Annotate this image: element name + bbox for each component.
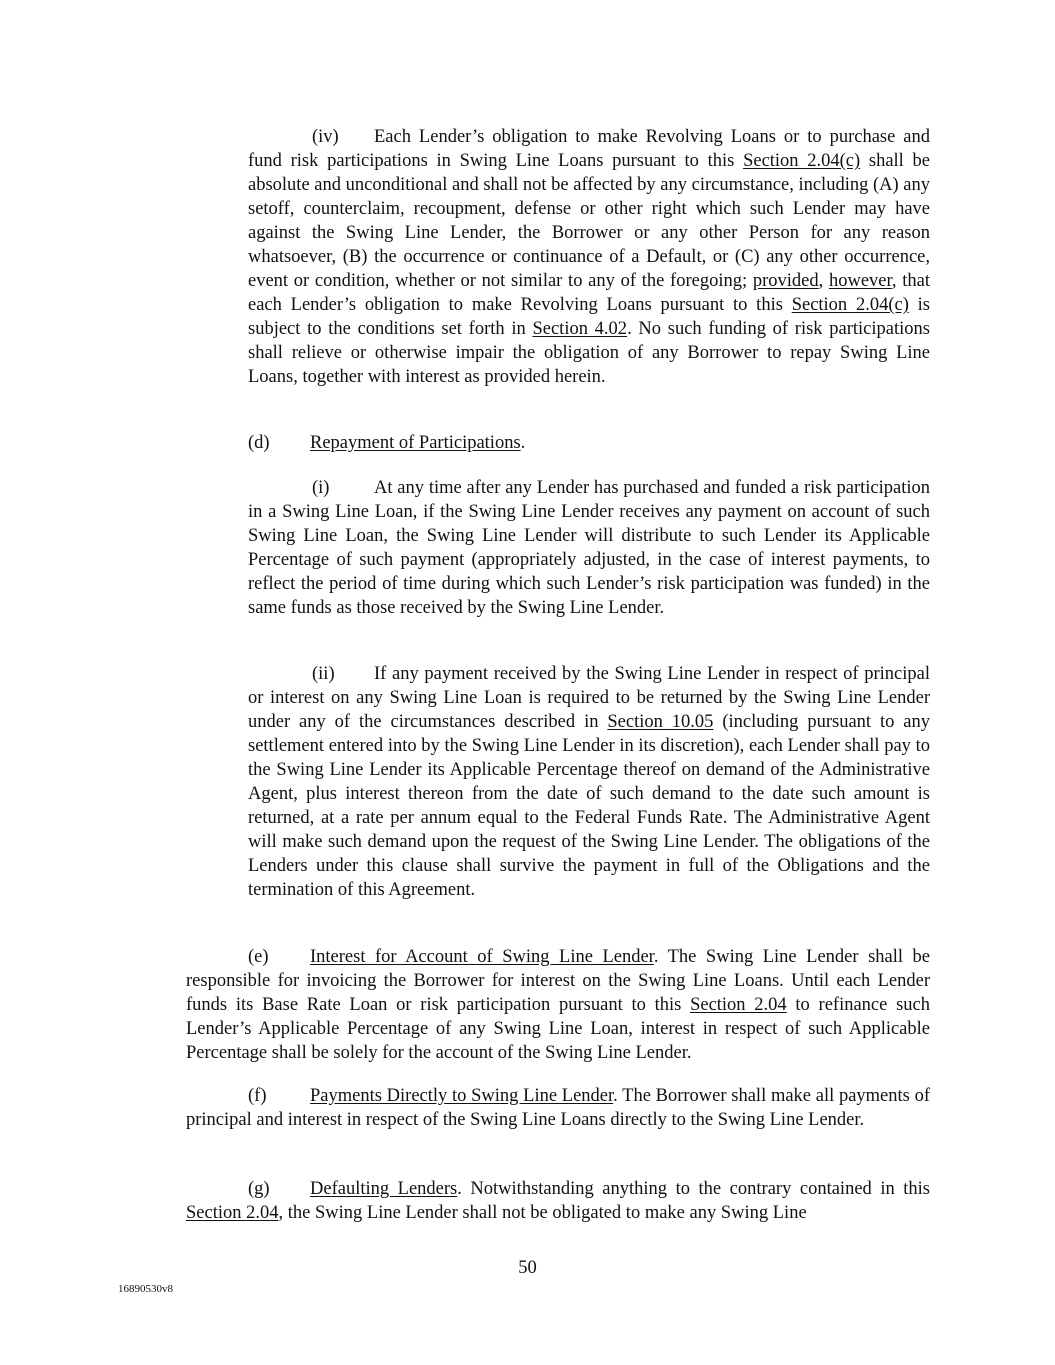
section-reference: Section 2.04 <box>690 995 787 1015</box>
section-heading: Interest for Account of Swing Line Lender <box>310 947 654 967</box>
paragraph-f: (f) Payments Directly to Swing Line Lender. The Borrower shall make all payments of principal and interest in respect of the Swing Line Loans directly to the Swing Line Lender. <box>186 1086 930 1130</box>
document-id: 16890530v8 <box>118 1283 173 1295</box>
paragraph-text: Each Lender’s obligation to make Revolving Loans or to purchase and fund risk participations in Swing Line Loans pursuant to this <box>248 127 930 171</box>
paragraph-e: (e) Interest for Account of Swing Line Lender. The Swing Line Lender shall be responsible for invoicing the Borrower for interest on the Swing Line Loans. Until each Lender funds its Base Rate Loan or risk participation pursuant to this Section 2.04 to refinance such Lender’s Applicable Percentage of any Swing Line Loan, interest in respect of such Applicable Percentage shall be solely for the account of the Swing Line Lender. <box>186 947 930 1063</box>
paragraph-g: (g) Defaulting Lenders. Notwithstanding anything to the contrary contained in this Section 2.04, the Swing Line Lender shall not be obligated to make any Swing Line <box>186 1179 930 1223</box>
section-reference: Section 2.04 <box>186 1203 279 1223</box>
paragraph-label: (d) <box>248 433 270 453</box>
section-reference: Section 10.05 <box>607 712 714 732</box>
paragraph-text: At any time after any Lender has purchased and funded a risk participation in a Swing Line Loan, if the Swing Line Lender receives any payment on account of such Swing Line Loan, the Swing Line Lender will distribute to such Lender its Applicable Percentage of such payment (appropriately adjusted, in the case of interest payments, to reflect the period of time during which such Lender’s risk participation was funded) in the same funds as those received by the Swing Line Lender. <box>248 478 930 618</box>
paragraph-iv: (iv) Each Lender’s obligation to make Revolving Loans or to purchase and fund risk participations in Swing Line Loans pursuant to this Section 2.04(c) shall be absolute and unconditional and shall not be affected by any circumstance, including (A) any setoff, counterclaim, recoupment, defense or other right which such Lender may have against the Swing Line Lender, the Borrower or any other Person for any reason whatsoever, (B) the occurrence or continuance of a Default, or (C) any other occurrence, event or condition, whether or not similar to any of the foregoing; provided, however, that each Lender’s obligation to make Revolving Loans pursuant to this Section 2.04(c) is subject to the conditions set forth in Section 4.02. No such funding of risk participations shall relieve or otherwise impair the obligation of any Borrower to repay Swing Line Loans, together with interest as provided herein. <box>248 127 931 387</box>
however-term: however <box>828 271 892 291</box>
paragraph-d-i <box>248 476 930 620</box>
section-heading: Defaulting Lenders <box>310 1179 458 1199</box>
section-reference: Section 4.02 <box>532 319 628 339</box>
paragraph-text: If any payment received by the Swing Line Lender in respect of principal or interest on any Swing Line Loan is required to be returned by the Swing Line Lender under any of the circumstances described in <box>248 664 930 732</box>
paragraph-label: (f) <box>248 1086 267 1106</box>
paragraph-label: (iv) <box>312 127 339 147</box>
paragraph-d-ii: (ii) If any payment received by the Swing Line Lender in respect of principal or interest on any Swing Line Loan is required to be returned by the Swing Line Lender under any of the circumstances described in Section 10.05 (including pursuant to any settlement entered into by the Swing Line Lender in its discretion), each Lender shall pay to the Swing Line Lender its Applicable Percentage thereof on demand of the Administrative Agent, plus interest thereon from the date of such demand to the date such amount is returned, at a rate per annum equal to the Federal Funds Rate. The Administrative Agent will make such demand upon the request of the Swing Line Lender. The obligations of the Lenders under this clause shall survive the payment in full of the Obligations and the termination of this Agreement. <box>248 664 930 900</box>
provided-term: provided <box>752 271 819 291</box>
page-number: 50 <box>518 1258 537 1278</box>
paragraph-label: (i) <box>312 478 330 498</box>
paragraph-d-heading: (d) Repayment of Participations. <box>248 433 526 453</box>
section-heading: Payments Directly to Swing Line Lender <box>310 1086 614 1106</box>
paragraph-label: (ii) <box>312 664 335 684</box>
section-reference: Section 2.04(c) <box>791 295 909 315</box>
paragraph-label: (g) <box>248 1179 270 1199</box>
section-reference: Section 2.04(c) <box>743 151 861 171</box>
paragraph-label: (e) <box>248 947 269 967</box>
section-heading: Repayment of Participations <box>310 433 521 453</box>
